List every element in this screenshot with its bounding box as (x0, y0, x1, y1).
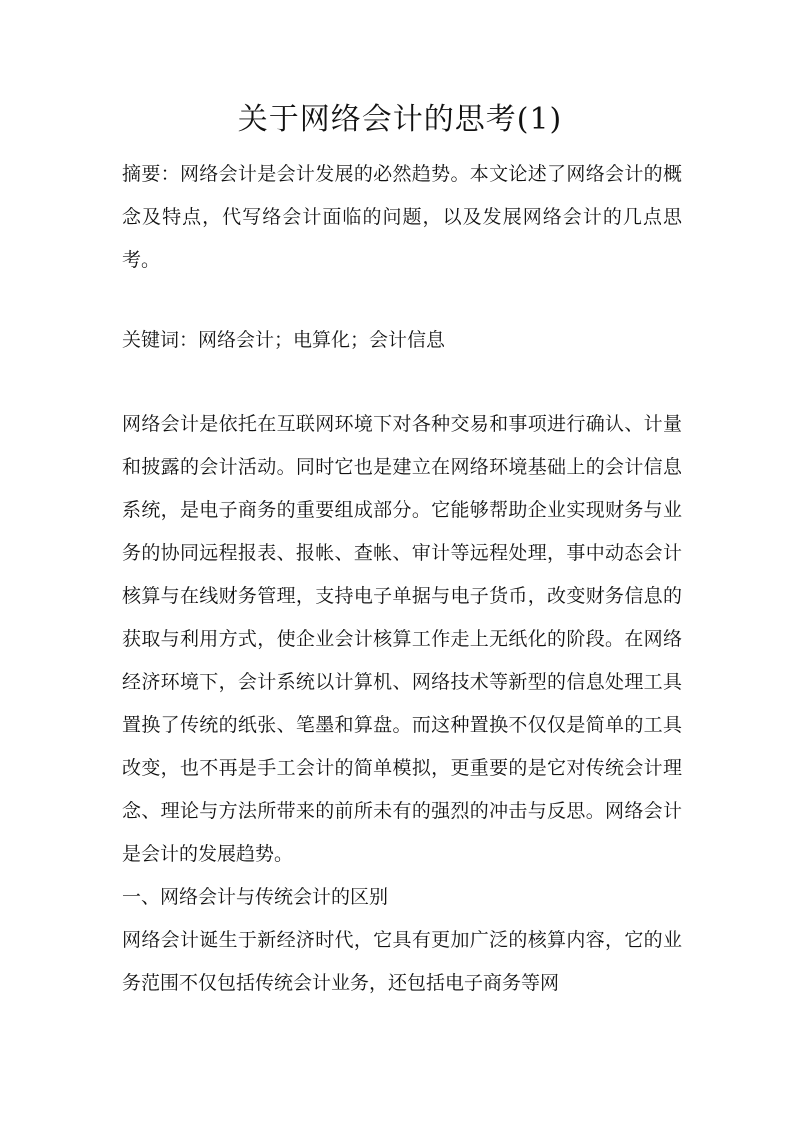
body-text (122, 403, 682, 1005)
body-paragraph: 网络会计是依托在互联网环境下对各种交易和事项进行确认、计量和披露的会计活动。同时它也是建立在网络环境基础上的会计信息系统，是电子商务的重要组成部分。它能够帮助企业实现财务与业务的协同远程报表、报帐、查帐、审计等远程处理，事中动态会计核算与在线财务管理，支持电子单据与电子货币，改变财务信息的获取与利用方式，使企业会计核算工作走上无纸化的阶段。在网络经济环境下，会计系统以计算机、网络技术等新型的信息处理工具置换了传统的纸张、笔墨和算盘。而这种置换不仅仅是简单的工具改变，也不再是手工会计的简单模拟，更重要的是它对传统会计理念、理论与方法所带来的前所未有的强烈的冲击与反思。网络会计是会计的发展趋势。 (122, 413, 682, 865)
body-paragraph: 网络会计诞生于新经济时代，它具有更加广泛的核算内容，它的业务范围不仅包括传统会计业务，还包括电子商务等网 (122, 929, 682, 994)
abstract-paragraph: 摘要：网络会计是会计发展的必然趋势。本文论述了网络会计的概念及特点，代写络会计面临的问题，以及发展网络会计的几点思考。 (122, 163, 682, 271)
keywords-line: 关键词：网络会计；电算化；会计信息 (122, 329, 446, 351)
document-title: 关于网络会计的思考(1) (237, 102, 563, 137)
section-heading: 一、网络会计与传统会计的区别 (122, 886, 389, 908)
